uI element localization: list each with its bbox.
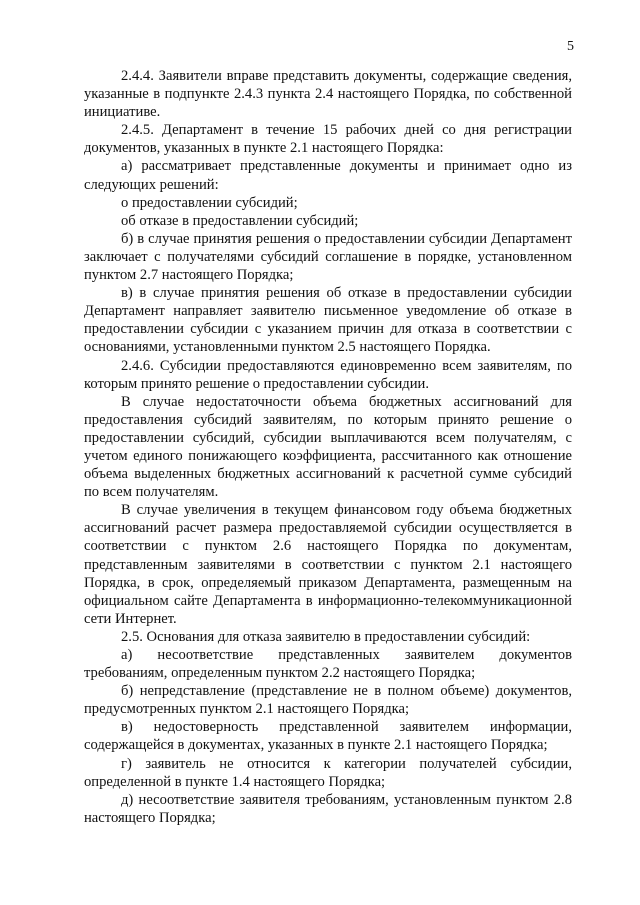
paragraph-2-5-a: а) несоответствие представленных заявителем документов требованиям, определенным пунктом 2.2 настоящего Порядка; <box>84 647 572 682</box>
paragraph-2-4-4: 2.4.4. Заявители вправе представить документы, содержащие сведения, указанные в подпункте 2.4.3 пункта 2.4 настоящего Порядка, по собственной инициативе. <box>84 68 572 121</box>
paragraph-2-4-5: 2.4.5. Департамент в течение 15 рабочих дней со дня регистрации документов, указанных в пункте 2.1 настоящего Порядка: <box>84 122 572 157</box>
paragraph-2-5-b: б) непредставление (представление не в полном объеме) документов, предусмотренных пунктом 2.1 настоящего Порядка; <box>84 683 572 718</box>
decision-option-refuse: об отказе в предоставлении субсидий; <box>121 212 359 229</box>
page-number: 5 <box>567 39 574 54</box>
document-body <box>84 67 572 827</box>
paragraph-2-4-6: 2.4.6. Субсидии предоставляются единовременно всем заявителям, по которым принято решение о предоставлении субсидии. <box>84 357 572 392</box>
paragraph-2-5: 2.5. Основания для отказа заявителю в предоставлении субсидий: <box>121 628 531 645</box>
paragraph-2-5-v: в) недостоверность представленной заявителем информации, содержащейся в документах, указанных в пункте 2.1 настоящего Порядка; <box>84 719 572 754</box>
paragraph-2-4-5-b: б) в случае принятия решения о предоставлении субсидии Департамент заключает с получателями субсидий соглашение в порядке, установленном пунктом 2.7 настоящего Порядка; <box>84 230 572 284</box>
paragraph-increased-budget: В случае увеличения в текущем финансовом году объема бюджетных ассигнований расчет размера предоставляемой субсидии осуществляется в соответствии с пунктом 2.6 настоящего Порядка по документам, представленным заявителями в соответствии с пунктом 2.1 настоящего Порядка, в срок, определяемый приказом Департамента, размещенным на официальном сайте Департамента в информационно-телекоммуникационной сети Интернет. <box>84 502 572 627</box>
paragraph-2-4-5-a: а) рассматривает представленные документы и принимает одно из следующих решений: <box>84 158 572 193</box>
paragraph-insufficient-budget: В случае недостаточности объема бюджетных ассигнований для предоставления субсидий заявителям, по которым принято решение о предоставлении субсидий, субсидии выплачиваются всем получателям, с учетом единого понижающего коэффициента, рассчитанного как отношение объема выделенных бюджетных ассигнований к расчетной сумме субсидий по всем получателям. <box>84 393 572 501</box>
paragraph-2-4-5-v: в) в случае принятия решения об отказе в предоставлении субсидии Департамент направляет заявителю письменное уведомление об отказе в предоставлении субсидии с указанием причин для отказа в соответствии с основаниями, установленными пунктом 2.5 настоящего Порядка. <box>84 285 572 356</box>
decision-option-grant: о предоставлении субсидий; <box>121 194 298 211</box>
paragraph-2-5-d: д) несоответствие заявителя требованиям, установленным пунктом 2.8 настоящего Порядка; <box>84 791 572 826</box>
paragraph-2-5-g: г) заявитель не относится к категории получателей субсидии, определенной в пункте 1.4 настоящего Порядка; <box>84 755 572 790</box>
